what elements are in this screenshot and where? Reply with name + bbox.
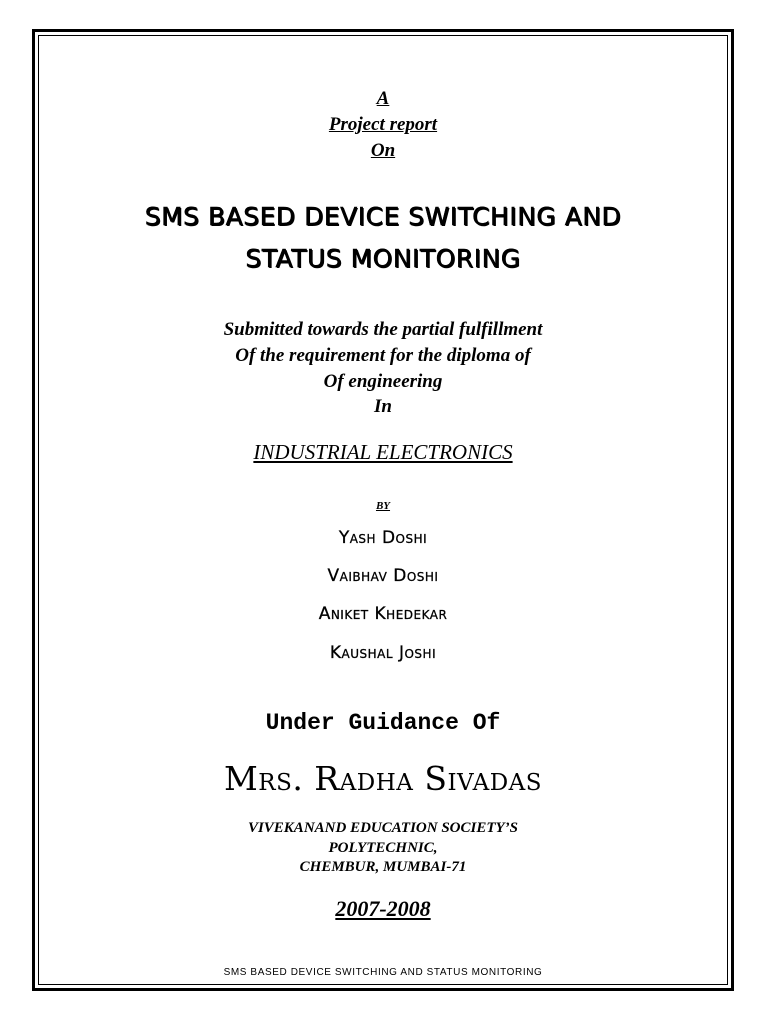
author-name: Kaushal Joshi [329, 643, 437, 663]
header-on: On [370, 140, 396, 161]
by-label: BY [375, 500, 391, 512]
report-title-line-1: SMS BASED DEVICE SWITCHING AND [144, 202, 622, 231]
guide-name: Mrs. Radha Sivadas [223, 759, 543, 798]
department-name: INDUSTRIAL ELECTRONICS [253, 440, 513, 464]
header-a: A [376, 88, 390, 109]
author-name: Vaibhav Doshi [327, 566, 439, 586]
guidance-label: Under Guidance Of [265, 710, 501, 736]
header-project-report: Project report [328, 114, 438, 135]
institution-line-1: VIVEKANAND EDUCATION SOCIETY’S [247, 820, 519, 836]
submission-line-2: Of the requirement for the diploma of [235, 345, 531, 366]
institution-line-3: CHEMBUR, MUMBAI-71 [299, 859, 467, 875]
page-footer: SMS BASED DEVICE SWITCHING AND STATUS MONITORING [223, 967, 543, 978]
academic-year: 2007-2008 [335, 896, 431, 921]
institution-line-2: POLYTECHNIC, [328, 840, 438, 856]
report-title-line-2: STATUS MONITORING [245, 244, 521, 273]
submission-line-1: Submitted towards the partial fulfillment [223, 319, 543, 340]
submission-line-3: Of engineering [323, 371, 443, 392]
submission-line-4: In [374, 396, 392, 417]
author-name: Yash Doshi [338, 528, 428, 548]
author-name: Aniket Khedekar [318, 604, 448, 624]
